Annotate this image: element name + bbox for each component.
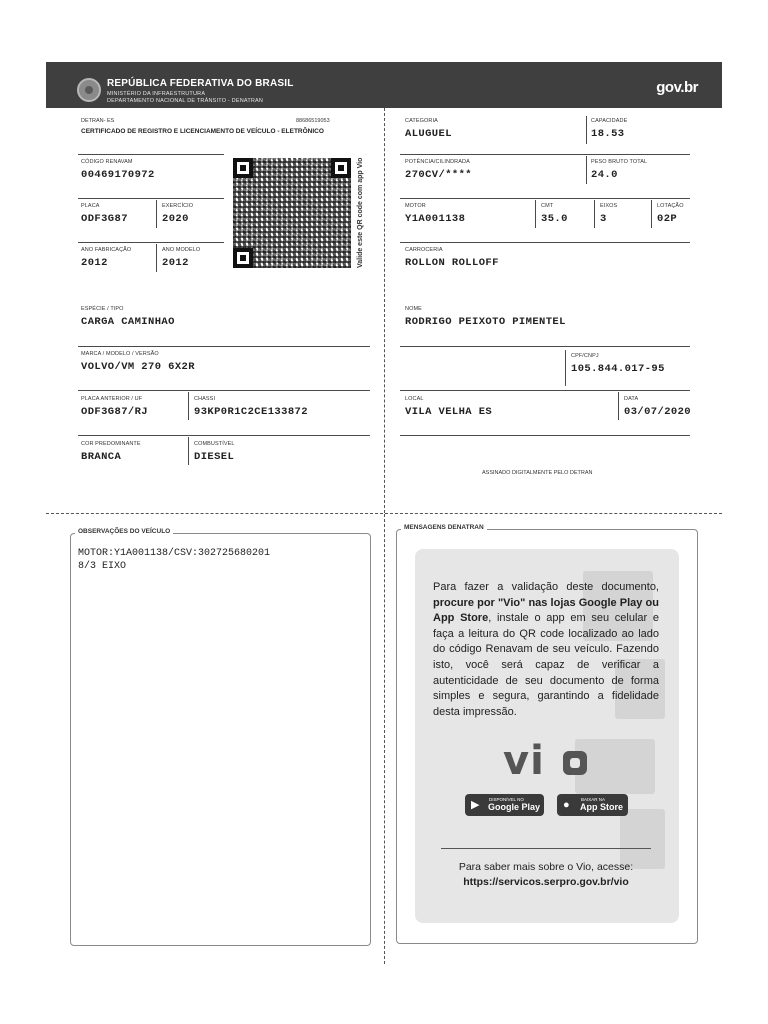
vertical-cut-line-top xyxy=(384,108,385,513)
cmt-label: CMT xyxy=(541,203,554,209)
ano-modelo-label: ANO MODELO xyxy=(162,247,201,253)
chassi-label: CHASSI xyxy=(194,396,216,402)
ano-modelo-value: 2012 xyxy=(162,257,189,269)
digital-signature-note: ASSINADO DIGITALMENTE PELO DETRAN xyxy=(482,470,593,476)
eixos-label: EIXOS xyxy=(600,203,618,209)
data-value: 03/07/2020 xyxy=(624,406,692,418)
vertical-cut-line-bottom xyxy=(384,514,385,964)
observacoes-title: OBSERVAÇÕES DO VEÍCULO xyxy=(75,528,173,535)
local-value: VILA VELHA ES xyxy=(405,406,493,418)
vio-url-link[interactable]: https://servicos.serpro.gov.br/vio xyxy=(463,876,629,888)
peso-label: PESO BRUTO TOTAL xyxy=(591,159,648,165)
motor-label: MOTOR xyxy=(405,203,426,209)
exercicio-label: EXERCÍCIO xyxy=(162,203,194,209)
capacidade-label: CAPACIDADE xyxy=(591,118,628,124)
vio-instructions: Para fazer a validação deste documento, procure por "Vio" nas lojas Google Play ou App Store, instale o app em seu celular e faça a leitura do QR code localizado ao lado do código Renavam de seu veículo. Fazendo isto, você será capaz de verificar a autenticidade de seu documento de forma simples e segura, garantindo a fidelidade desta impressão. xyxy=(433,581,659,718)
ministry-name: MINISTÉRIO DA INFRAESTRUTURA xyxy=(107,91,206,97)
cor-value: BRANCA xyxy=(81,451,122,463)
renavam-value: 00469170972 xyxy=(81,169,155,181)
coat-of-arms-icon xyxy=(77,78,101,102)
peso-value: 24.0 xyxy=(591,169,618,181)
google-play-badge[interactable]: ▶ DISPONÍVEL NO Google Play xyxy=(465,794,544,816)
gov-header xyxy=(46,62,722,108)
mensagens-title: MENSAGENS DENATRAN xyxy=(401,524,487,531)
lotacao-label: LOTAÇÃO xyxy=(657,203,684,209)
eixos-value: 3 xyxy=(600,213,607,225)
cpf-label: CPF/CNPJ xyxy=(571,353,599,359)
exercicio-value: 2020 xyxy=(162,213,189,225)
observacoes-box xyxy=(70,533,371,946)
local-label: LOCAL xyxy=(405,396,424,402)
categoria-value: ALUGUEL xyxy=(405,128,452,140)
republic-title: REPÚBLICA FEDERATIVA DO BRASIL xyxy=(107,78,294,89)
placa-anterior-label: PLACA ANTERIOR / UF xyxy=(81,396,143,402)
renavam-label: CÓDIGO RENAVAM xyxy=(81,159,133,165)
categoria-label: CATEGORIA xyxy=(405,118,438,124)
combustivel-value: DIESEL xyxy=(194,451,235,463)
department-name: DEPARTAMENTO NACIONAL DE TRÂNSITO - DENATRAN xyxy=(107,98,264,104)
placa-anterior-value: ODF3G87/RJ xyxy=(81,406,149,418)
marca-value: VOLVO/VM 270 6X2R xyxy=(81,361,195,373)
marca-label: MARCA / MODELO / VERSÃO xyxy=(81,351,159,357)
qr-code xyxy=(233,158,351,268)
carroceria-label: CARROCERIA xyxy=(405,247,443,253)
issuer: DETRAN- ES xyxy=(81,118,115,124)
apple-icon: ● xyxy=(563,799,570,811)
data-label: DATA xyxy=(624,396,639,402)
certificate-title: CERTIFICADO DE REGISTRO E LICENCIAMENTO DE VEÍCULO - ELETRÔNICO xyxy=(81,128,324,135)
vio-more-info: Para saber mais sobre o Vio, acesse: xyxy=(458,861,634,873)
observacoes-line-2: 8/3 EIXO xyxy=(78,561,127,572)
placa-label: PLACA xyxy=(81,203,100,209)
carroceria-value: ROLLON ROLLOFF xyxy=(405,257,499,269)
potencia-value: 270CV/**** xyxy=(405,169,473,181)
capacidade-value: 18.53 xyxy=(591,128,625,140)
cpf-value: 105.844.017-95 xyxy=(571,363,665,375)
app-store-badge[interactable]: ● BAIXAR NA App Store xyxy=(557,794,628,816)
nome-label: NOME xyxy=(405,306,422,312)
document-number: 88686519053 xyxy=(296,118,330,124)
cor-label: COR PREDOMINANTE xyxy=(81,441,141,447)
especie-value: CARGA CAMINHAO xyxy=(81,316,175,328)
observacoes-line-1: MOTOR:Y1A001138/CSV:302725680201 xyxy=(78,548,271,559)
chassi-value: 93KP0R1C2CE133872 xyxy=(194,406,308,418)
ano-fabricacao-label: ANO FABRICAÇÃO xyxy=(81,247,132,253)
especie-label: ESPÉCIE / TIPO xyxy=(81,306,124,312)
observacoes-text xyxy=(78,547,270,573)
govbr-logo: gov.br xyxy=(656,79,698,96)
vio-logo: vi xyxy=(503,738,545,784)
lotacao-value: 02P xyxy=(657,213,678,225)
vio-logo-o-icon xyxy=(563,751,587,775)
placa-value: ODF3G87 xyxy=(81,213,128,225)
qr-caption: Valide este QR code com app Vio xyxy=(357,157,364,268)
ano-fabricacao-value: 2012 xyxy=(81,257,108,269)
nome-value: RODRIGO PEIXOTO PIMENTEL xyxy=(405,316,566,328)
motor-value: Y1A001138 xyxy=(405,213,466,225)
cmt-value: 35.0 xyxy=(541,213,568,225)
potencia-label: POTÊNCIA/CILINDRADA xyxy=(405,159,470,165)
combustivel-label: COMBUSTÍVEL xyxy=(194,441,235,447)
google-play-icon: ▶ xyxy=(471,799,480,811)
